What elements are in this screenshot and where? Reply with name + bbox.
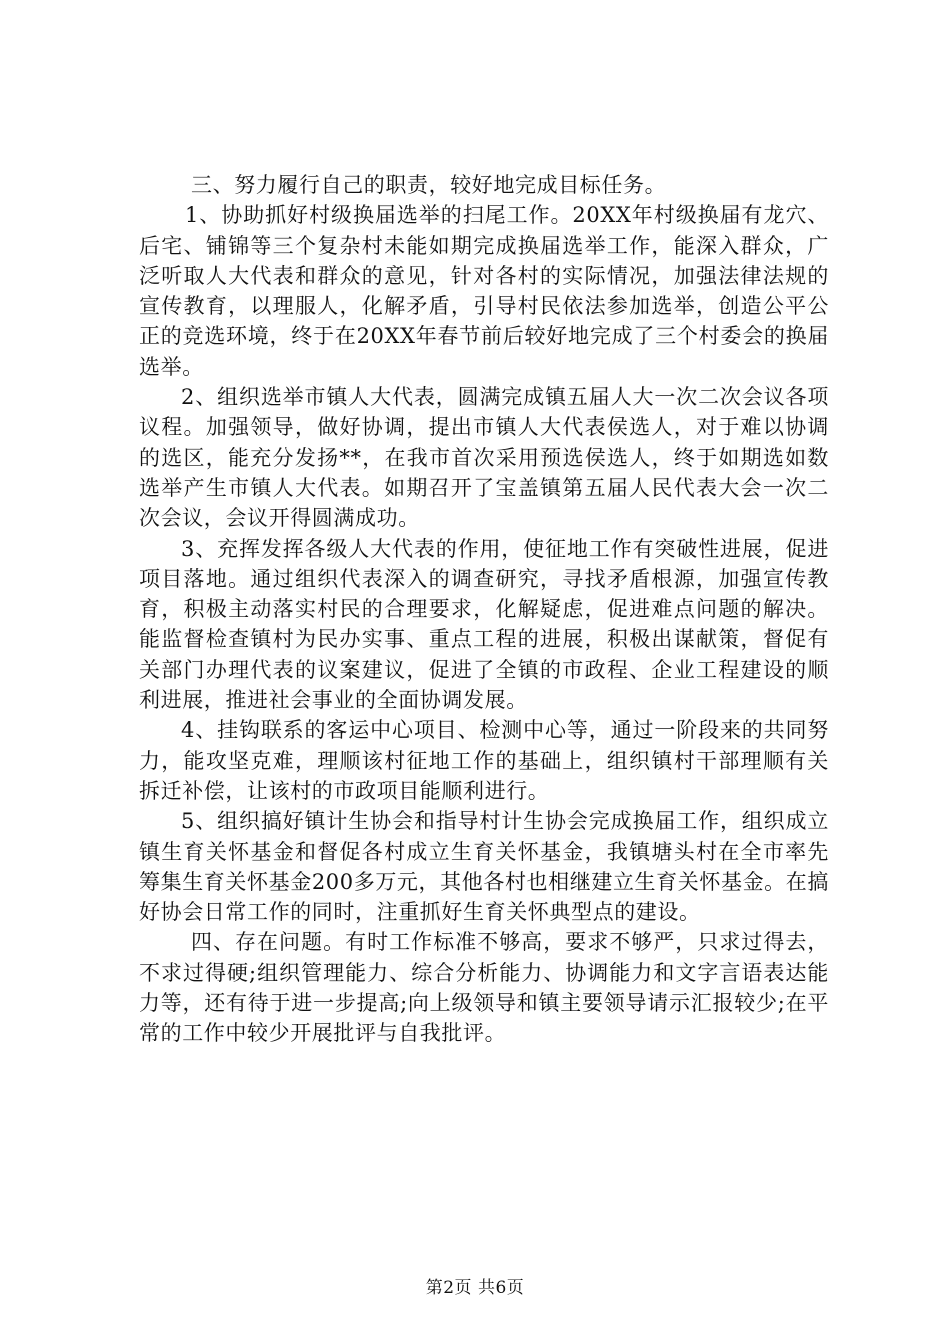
paragraph-item-1: 1、协助抓好村级换届选举的扫尾工作。20XX年村级换届有龙穴、后宅、铺锦等三个复杂村未能如期完成换届选举工作，能深入群众，广泛听取人大代表和群众的意见，针对各村的实际情况，加强法律法规的宣传教育，以理服人，化解矛盾，引导村民依法参加选举，创造公平公正的竞选环境，终于在20XX年春节前后较好地完成了三个村委会的换届选举。 [139, 203, 829, 379]
paragraph-item-5: 5、组织搞好镇计生协会和指导村计生协会完成换届工作，组织成立镇生育关怀基金和督促各村成立生育关怀基金，我镇塘头村在全市率先筹集生育关怀基金200多万元，其他各村也相继建立生育关怀基金。在搞好协会日常工作的同时，注重抓好生育关怀典型点的建设。 [139, 809, 829, 925]
paragraph-item-2: 2、组织选举市镇人大代表，圆满完成镇五届人大一次二次会议各项议程。加强领导，做好协调，提出市镇人大代表侯选人，对于难以协调的选区，能充分发扬**，在我市首次采用预选侯选人，终于如期选如数选举产生市镇人大代表。如期召开了宝盖镇第五届人民代表大会一次二次会议，会议开得圆满成功。 [139, 385, 829, 531]
paragraph-item-3: 3、充挥发挥各级人大代表的作用，使征地工作有突破性进展，促进项目落地。通过组织代表深入的调查研究，寻找矛盾根源，加强宣传教育，积极主动落实村民的合理要求，化解疑虑，促进难点问题的解决。能监督检查镇村为民办实事、重点工程的进展，积极出谋献策，督促有关部门办理代表的议案建议，促进了全镇的市政程、企业工程建设的顺利进展，推进社会事业的全面协调发展。 [139, 536, 829, 713]
document-body [139, 170, 829, 1049]
section-heading-four-problems: 四、存在问题。有时工作标准不够高，要求不够严，只求过得去，不求过得硬;组织管理能力、综合分析能力、协调能力和文字言语表达能力等，还有待于进一步提高;向上级领导和镇主要领导请示汇报较少;在平常的工作中较少开展批评与自我批评。 [139, 930, 829, 1046]
page-number-footer: 第2页 共6页 [425, 1278, 525, 1298]
paragraph-item-4: 4、挂钩联系的客运中心项目、检测中心等，通过一阶段来的共同努力，能攻坚克难，理顺该村征地工作的基础上，组织镇村干部理顺有关拆迁补偿，让该村的市政项目能顺利进行。 [139, 718, 829, 803]
section-heading-three: 三、努力履行自己的职责，较好地完成目标任务。 [191, 173, 667, 197]
